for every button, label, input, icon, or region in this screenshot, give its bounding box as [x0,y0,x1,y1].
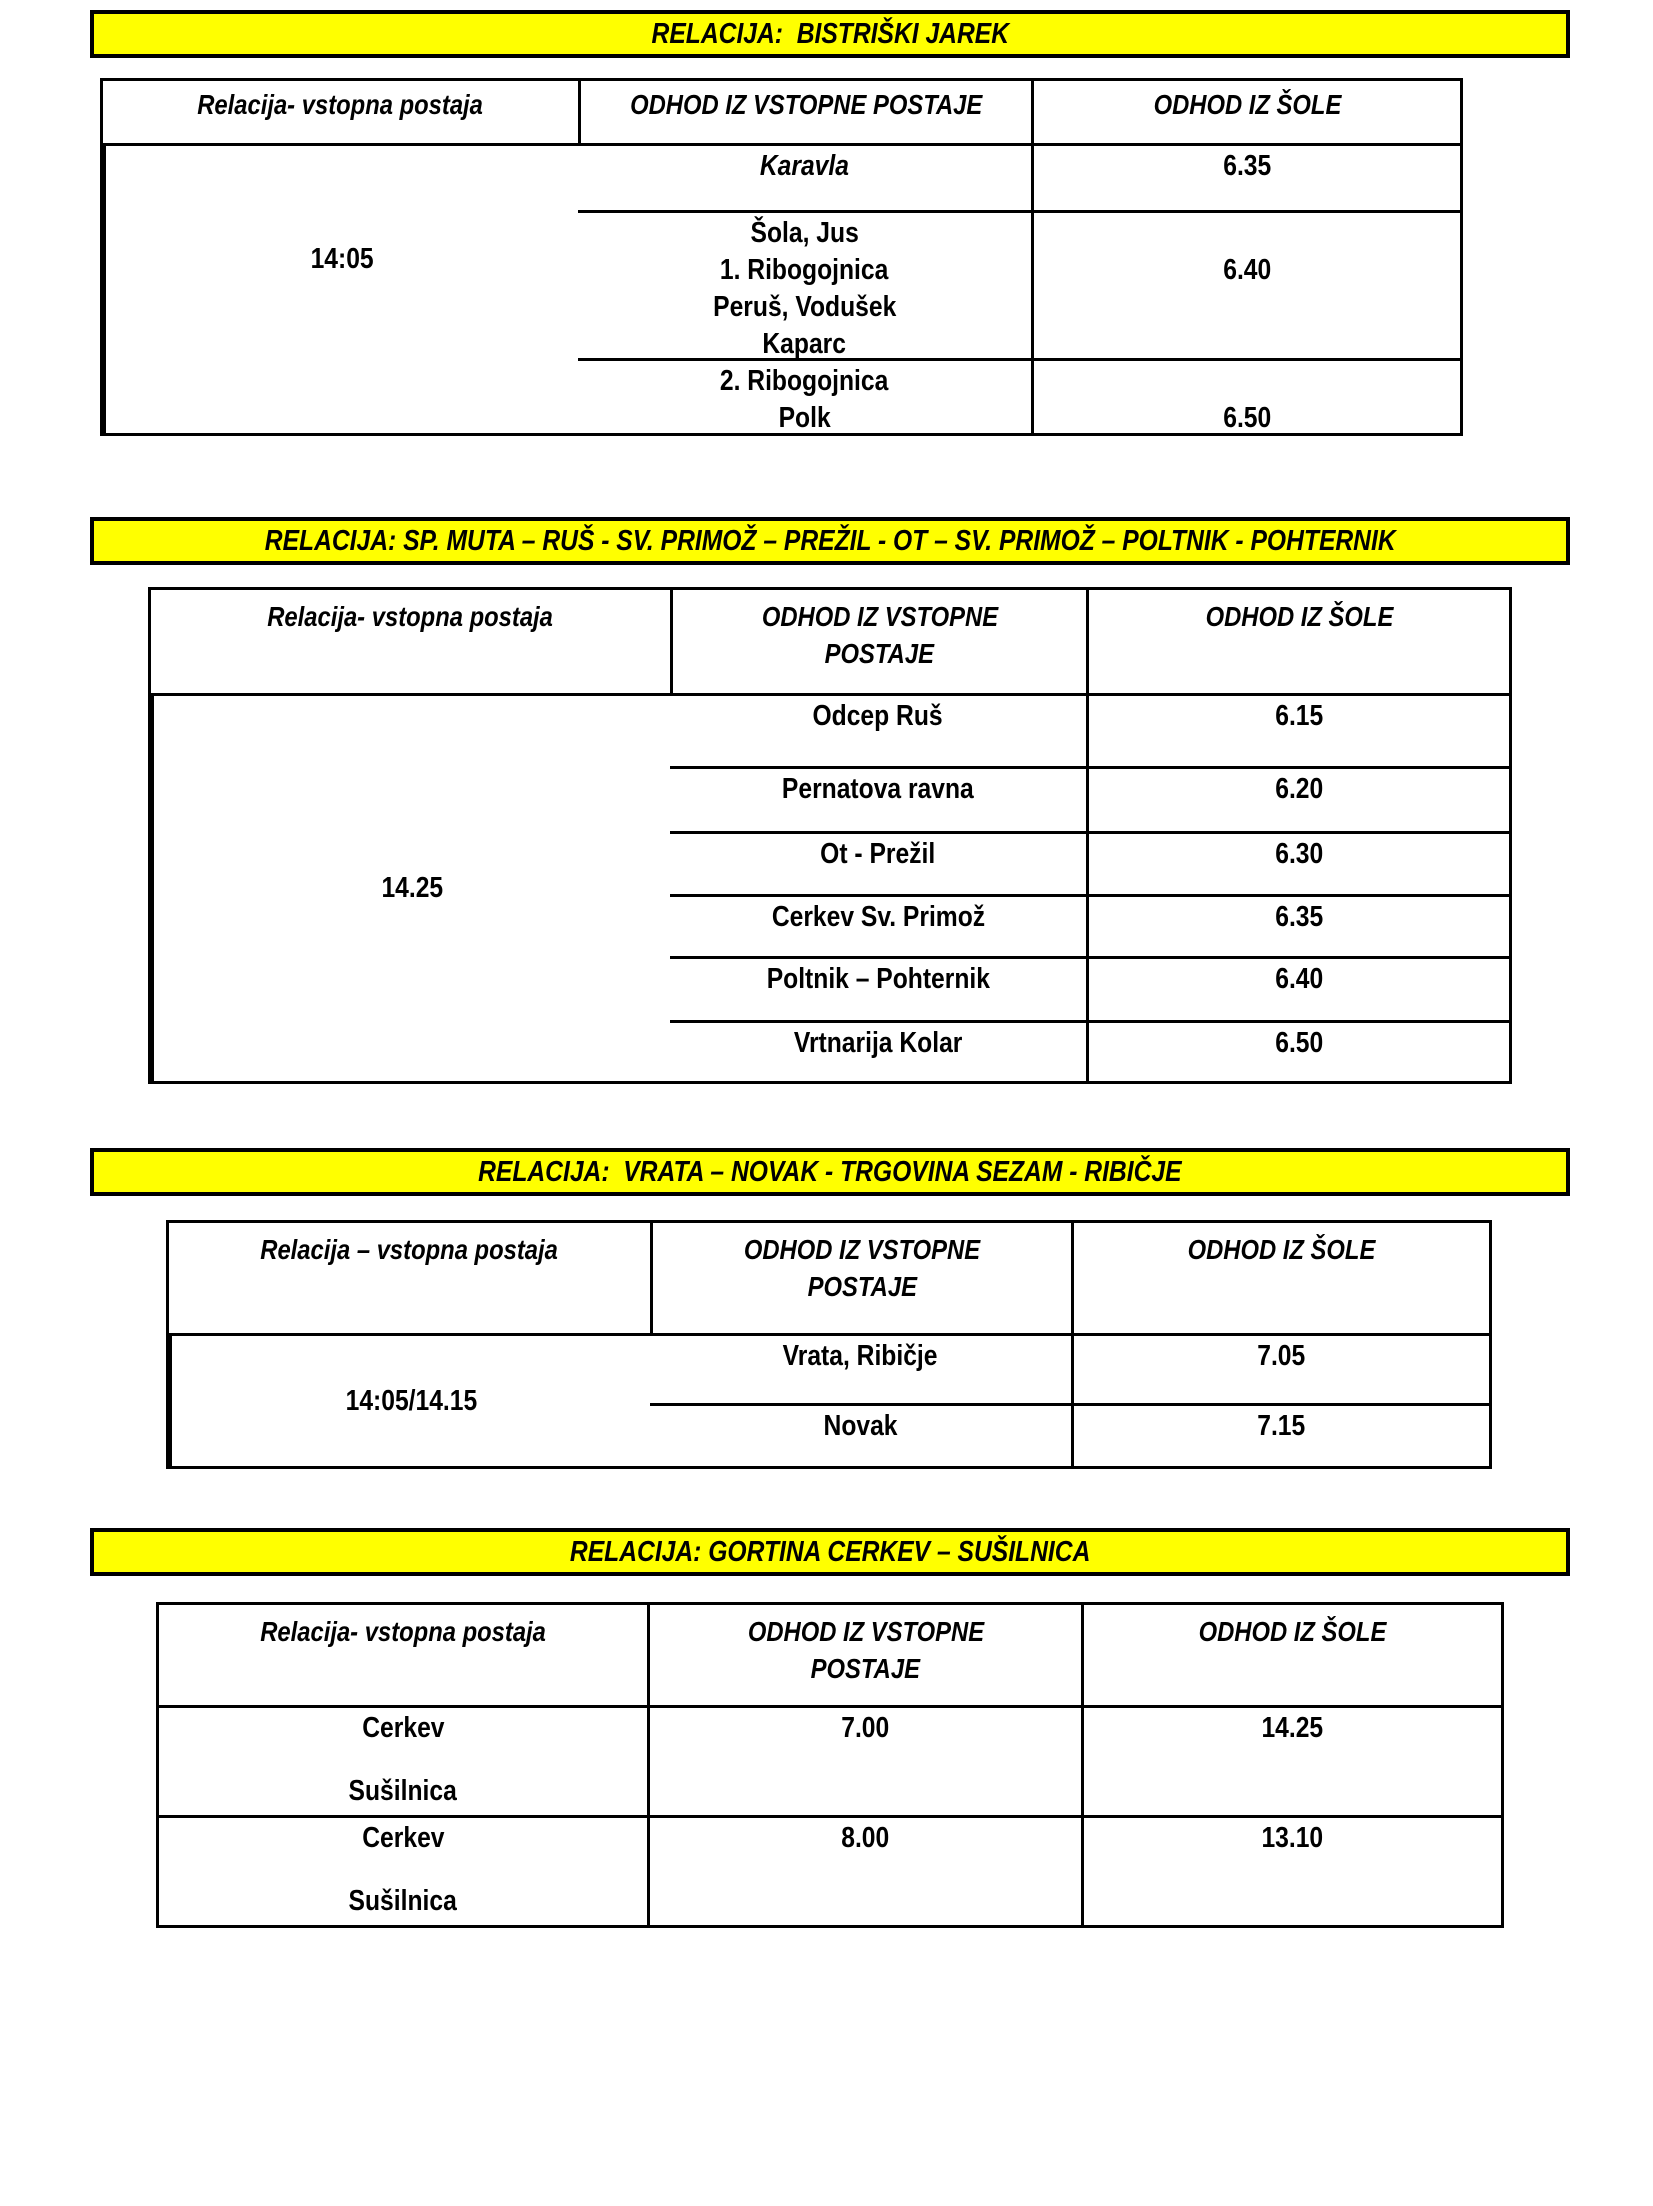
departure-time-cell [1086,831,1509,894]
time-text: 6.40 [1222,254,1271,286]
route-banner-bistriski-jarek [90,10,1570,58]
stop-line: Polk [778,402,831,433]
time-text: 6.15 [1274,700,1323,732]
timetable-sp-muta [148,587,1512,1084]
stop-cell [670,693,1086,766]
stop-line: Vrata, Ribičje [783,1340,938,1372]
departure-time-cell [1031,358,1460,433]
column-header-stop: Relacija- vstopna postaja [197,89,484,120]
school-departure-cell [151,693,670,1081]
departure-time-cell [1086,956,1509,1020]
time-text: 6.30 [1274,838,1323,870]
time-text: 14:05/14.15 [345,1384,477,1417]
column-header-departure-school: ODHOD IZ ŠOLE [1081,1605,1501,1705]
stop-line: Odcep Ruš [812,700,944,732]
stop-line: Šola, Jus [750,217,859,249]
school-departure-cell [169,1333,650,1466]
column-header-departure-school: ODHOD IZ ŠOLE [1086,590,1509,693]
column-header-departure-stop: ODHOD IZ VSTOPNE POSTAJE [578,81,1031,143]
time-text: 7.05 [1257,1340,1306,1372]
departure-time-cell [1031,210,1460,358]
stop-line: Karavla [759,150,850,182]
time-text: 14.25 [1261,1712,1324,1744]
stop-line: Cerkev [361,1822,445,1854]
stop-line: Sušilnica [348,1775,458,1807]
stop-cell [650,1333,1071,1403]
departure-time-cell [1086,1020,1509,1081]
stop-cell [159,1815,647,1925]
departure-time-cell [1086,693,1509,766]
time-text: 6.50 [1222,402,1271,433]
route-banner-gortina [90,1528,1570,1576]
stop-line: Vrtnarija Kolar [793,1027,963,1059]
column-header-stop: Relacija – vstopna postaja [260,1234,559,1265]
stop-line: Sušilnica [348,1885,458,1917]
school-departure-cell [103,143,578,433]
route-banner-vrata [90,1148,1570,1196]
stop-line: Novak [823,1410,898,1442]
column-header-stop: Relacija- vstopna postaja [260,1616,546,1647]
time-text: 7.15 [1257,1410,1306,1442]
time-text: 6.50 [1274,1027,1323,1059]
departure-time-cell [1031,143,1460,210]
stop-line: Poltnik – Pohternik [766,963,990,995]
column-header-departure-school: ODHOD IZ ŠOLE [1031,81,1460,143]
route-banner-text: RELACIJA: SP. MUTA – RUŠ - SV. PRIMOŽ – PREŽIL - OT – SV. PRIMOŽ – POLTNIK - POHTERNIK [264,525,1396,557]
timetable-bistriski-jarek [100,78,1463,436]
stop-cell [670,766,1086,831]
time-text: 14.25 [381,872,443,904]
column-header-departure-stop: ODHOD IZ VSTOPNE POSTAJE [647,1605,1081,1705]
stop-line: Cerkev [361,1712,445,1744]
route-banner-sp-muta [90,517,1570,565]
time-text: 6.40 [1274,963,1323,995]
time-text: 6.20 [1274,773,1323,805]
stop-line: Peruš, Vodušek [712,291,897,323]
departure-time-cell [1086,894,1509,956]
stop-cell [670,956,1086,1020]
departure-time-cell [1071,1333,1489,1403]
stop-cell [578,210,1031,358]
departure-time-cell [1086,766,1509,831]
stop-cell [670,1020,1086,1081]
stop-cell [578,143,1031,210]
time-text: 8.00 [841,1822,890,1854]
departure-time-cell [647,1815,1081,1925]
stop-cell [650,1403,1071,1466]
school-departure-cell [1081,1705,1501,1815]
route-banner-text: RELACIJA: GORTINA CERKEV – SUŠILNICA [569,1536,1091,1568]
stop-line: Pernatova ravna [782,773,974,805]
route-banner-text: RELACIJA: BISTRIŠKI JAREK [651,18,1009,50]
column-header-departure-school: ODHOD IZ ŠOLE [1071,1223,1489,1333]
time-text: 6.35 [1274,901,1323,933]
route-banner-text: RELACIJA: VRATA – NOVAK - TRGOVINA SEZAM - RIBIČJE [478,1156,1182,1188]
time-text: 7.00 [841,1712,890,1744]
column-header-departure-stop: ODHOD IZ VSTOPNE POSTAJE [670,590,1086,693]
time-text: 13.10 [1261,1822,1324,1854]
stop-cell [670,894,1086,956]
school-departure-cell [1081,1815,1501,1925]
timetable-vrata [166,1220,1492,1469]
stop-line: Kaparc [762,328,847,358]
stop-cell [578,358,1031,433]
stop-line: 1. Ribogojnica [720,254,889,286]
departure-time-cell [1071,1403,1489,1466]
stop-cell [159,1705,647,1815]
stop-line: Cerkev Sv. Primož [771,901,985,933]
column-header-stop: Relacija- vstopna postaja [267,601,554,632]
stop-line: 2. Ribogojnica [720,365,889,397]
time-text: 14:05 [310,243,374,275]
time-text: 6.35 [1222,150,1271,182]
column-header-departure-stop: ODHOD IZ VSTOPNE POSTAJE [650,1223,1071,1333]
stop-cell [670,831,1086,894]
stop-line: Ot - Prežil [820,838,936,870]
departure-time-cell [647,1705,1081,1815]
timetable-gortina [156,1602,1504,1928]
